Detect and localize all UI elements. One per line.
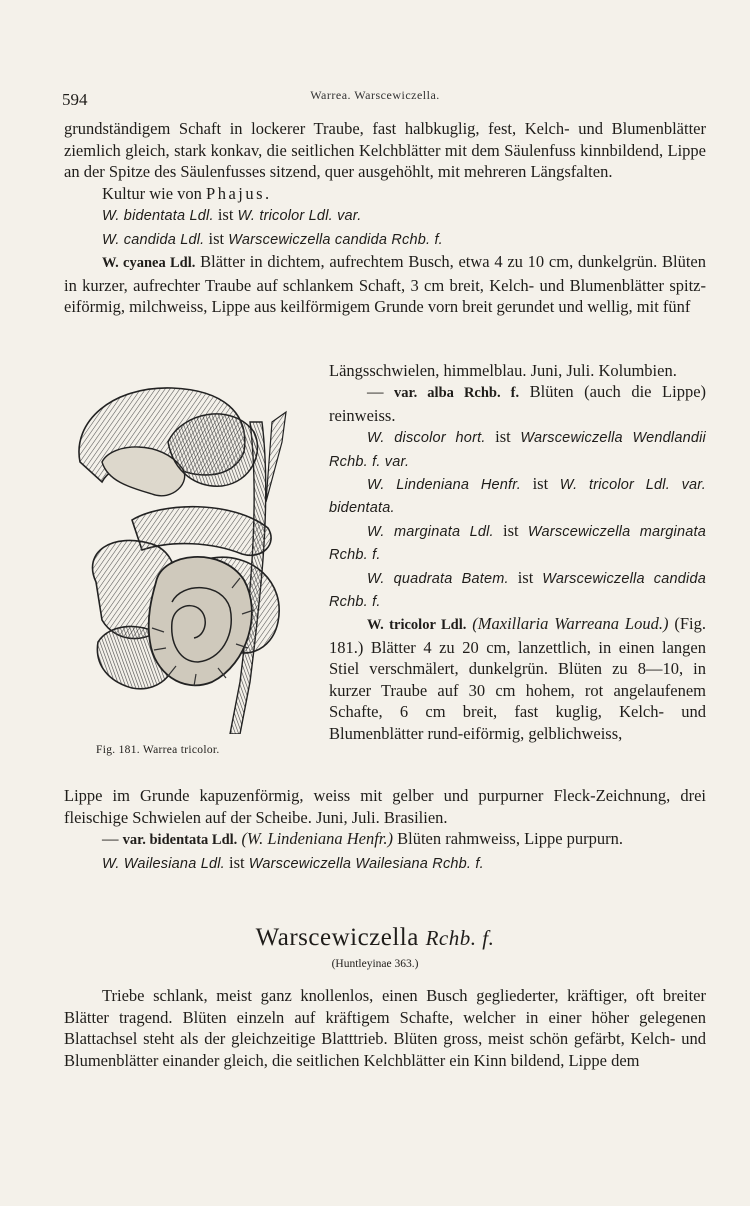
- cyanea-continuation: Längsschwielen, himmelblau. Juni, Juli. Kolumbien.: [329, 361, 677, 380]
- genus-description: [64, 985, 706, 1071]
- synonym-entry: W. bidentata Ldl. ist W. tricolor Ldl. var.: [102, 205, 362, 224]
- genus-paragraph: Triebe schlank, meist ganz knollenlos, einen Busch gegliederter, kräftiger, oft breiter Blätter tragend. Blüten einzeln auf kräftigem Schafte, welcher in einer höher gelegenen Blattachsel steht als der gleichzeitige Blatttrieb. Blüten gross, meist schön gefärbt, Kelch- und Blumenblätter einander gleich, die seitlichen Kelchblätter ein Kinn bildend, Lippe dem: [64, 986, 706, 1070]
- figure-caption: Fig. 181. Warrea tricolor.: [96, 744, 220, 756]
- synonym-entry: W. candida Ldl. ist Warscewiczella candida Rchb. f.: [102, 228, 443, 248]
- variety-entry-bidentata: — var. bidentata Ldl. (W. Lindeniana Henfr.) Blüten rahmweiss, Lippe purpurn.: [102, 829, 624, 848]
- synonym-entry: W. discolor hort. ist Warscewiczella Wendlandii Rchb. f. var.: [329, 427, 706, 470]
- tricolor-continuation: Lippe im Grunde kapuzenförmig, weiss mit gelber und purpurner Fleck-Zeichnung, drei fleischige Schwielen auf der Scheibe. Juni, Juli. Brasilien.: [64, 786, 706, 827]
- lower-text-block: [64, 785, 706, 875]
- orchid-illustration: [72, 382, 304, 734]
- genus-heading: Warscewiczella Rchb. f.: [255, 924, 495, 951]
- upper-text-block: [64, 118, 706, 318]
- right-column-text: [329, 360, 706, 744]
- page-number: 594: [62, 90, 88, 109]
- variety-entry-alba: — var. alba Rchb. f. Blüten (auch die Lippe) reinweiss.: [329, 382, 707, 425]
- running-head: Warrea. Warscewiczella.: [310, 88, 440, 102]
- synonym-entry: W. Wailesiana Ldl. ist Warscewiczella Wailesiana Rchb. f.: [102, 852, 484, 872]
- synonym-entry: W. Lindeniana Henfr. ist W. tricolor Ldl. var. bidentata.: [329, 474, 707, 517]
- synonym-entry: W. quadrata Batem. ist Warscewiczella candida Rchb. f.: [329, 567, 706, 611]
- kultur-line: Kultur wie von Phajus.: [102, 183, 270, 203]
- species-entry-tricolor: W. tricolor Ldl. (Maxillaria Warreana Loud.) (Fig. 181.) Blätter 4 zu 20 cm, lanzettlich, in einen langen Stiel verschmälert, dunkelgrün. Blüten zu 8—10, in kurzer Traube auf 30 cm hohem, rot angelaufenem Schafte, 6 cm breit, fast kuglig, Kelch- und Blumenblätter rund-eiförmig, gelblichweiss,: [329, 614, 706, 743]
- paragraph-continuation: grundständigem Schaft in lockerer Traube, fast halbkuglig, fest, Kelch- und Blumenblätter ziemlich gleich, stark konkav, die seitlichen Kelchblätter mit dem Säulenfuss kinnbildend, Lippe an der Spitze des Säulenfusses sitzend, quer ausgehöhlt, mit mehreren Längsfalten.: [64, 119, 706, 181]
- figure-warrea-tricolor: [72, 382, 304, 734]
- synonym-entry: W. marginata Ldl. ist Warscewiczella marginata Rchb. f.: [329, 520, 706, 564]
- species-entry-cyanea: W. cyanea Ldl. Blätter in dichtem, aufrechtem Busch, etwa 4 zu 10 cm, dunkelgrün. Blüten in kurzer, aufrechter Traube auf schlankem Schaft, 3 cm breit, Kelch- und Blumenblätter spitz-eiförmig, milchweiss, Lippe aus keilförmigem Grunde vorn breit gerundet und wellig, mit fünf: [64, 252, 706, 316]
- genus-subheading: (Huntleyinae 363.): [331, 958, 419, 970]
